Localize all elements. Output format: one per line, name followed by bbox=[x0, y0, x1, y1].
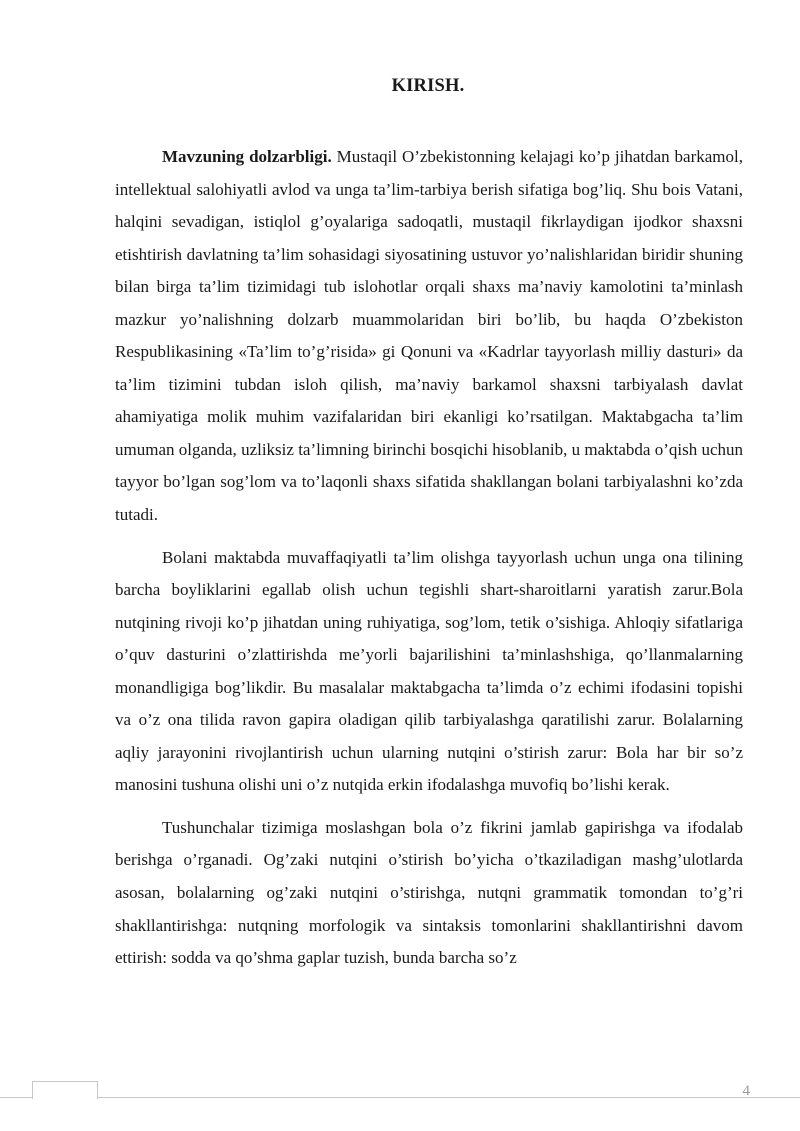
footer-tab bbox=[32, 1081, 98, 1099]
page-number: 4 bbox=[742, 1083, 750, 1099]
paragraph-3 bbox=[115, 812, 743, 975]
paragraph-lead: Mavzuning dolzarbligi. bbox=[162, 147, 332, 166]
paragraph-text: Tushunchalar tizimiga moslashgan bola o’z fikrini jamlab gapirishga va ifodalab berishga o’rganadi. Og’zaki nutqini o’stirish bo’yicha o’tkaziladigan mashg’ulotlarda asosan, bolalarning og’zaki nutqini o’stirishga, nutqni grammatik tomondan to’g’ri shakllantirishga: nutqning morfologik va sintaksis tomonlarini shakllantirishni davom ettirish: sodda va qo’shma gaplar tuzish, bunda barcha so’z bbox=[115, 817, 743, 968]
document-body bbox=[115, 141, 743, 975]
paragraph-1 bbox=[115, 141, 743, 532]
paragraph-2 bbox=[115, 542, 743, 802]
page-title: KIRISH. bbox=[391, 76, 465, 96]
footer-divider-left bbox=[0, 1097, 33, 1098]
paragraph-text: Bolani maktabda muvaffaqiyatli ta’lim olishga tayyorlash uchun unga ona tilining barcha boyliklarini egallab olish uchun tegishli shart-sharoitlarni yaratish zarur.Bola nutqining rivoji ko’p jihatdan uning ruhiyatiga, sog’lom, tetik o’sishiga. Ahloqiy sifatlariga o’quv dasturini o’zlattirishda me’yorli bajarilishini ta’minlashshiga, qo’llanmalarning monandligiga bog’likdir. Bu masalalar maktabgacha ta’limda o’z echimi ifodasini topishi va o’z ona tilida ravon gapira oladigan qilib tarbiyalashga qaratilishi zarur. Bolalarning aqliy jarayonini rivojlantirish uchun ularning nutqini o’stirish zarur: Bola har bir so’z manosini tushuna olishi uni o’z nutqida erkin ifodalashga muvofiq bo’lishi kerak. bbox=[115, 547, 743, 795]
footer-divider bbox=[98, 1097, 800, 1098]
paragraph-text: Mustaqil O’zbekistonning kelajagi ko’p jihatdan barkamol, intellektual salohiyatli avlod va unga ta’lim-tarbiya berish sifatiga bog’liq. Shu bois Vatani, halqini sevadigan, istiqlol g’oyalariga sadoqatli, mustaqil fikrlaydigan ijodkor shaxsni etishtirish davlatning ta’lim sohasidagi siyosatining ustuvor yo’nalishlaridan biridir shuning bilan birga ta’lim tizimidagi tub islohotlar orqali shaxs ma’naviy kamolotini ta’minlash mazkur yo’nalishning dolzarb muammolaridan biri bo’lib, bu haqda O’zbekiston Respublikasining «Ta’lim to’g’risida» gi Qonuni va «Kadrlar tayyorlash milliy dasturi» da ta’lim tizimini tubdan isloh qilish, ma’naviy barkamol shaxsni tarbiyalash davlat ahamiyatiga molik muhim vazifalaridan biri ekanligi ko’rsatilgan. Maktabgacha ta’lim umuman olganda, uzliksiz ta’limning birinchi bosqichi hisoblanib, u maktabda o’qish uchun tayyor bo’lgan sog’lom va to’laqonli shaxs sifatida shakllangan bolani tarbiyalashni ko’zda tutadi. bbox=[115, 147, 743, 525]
